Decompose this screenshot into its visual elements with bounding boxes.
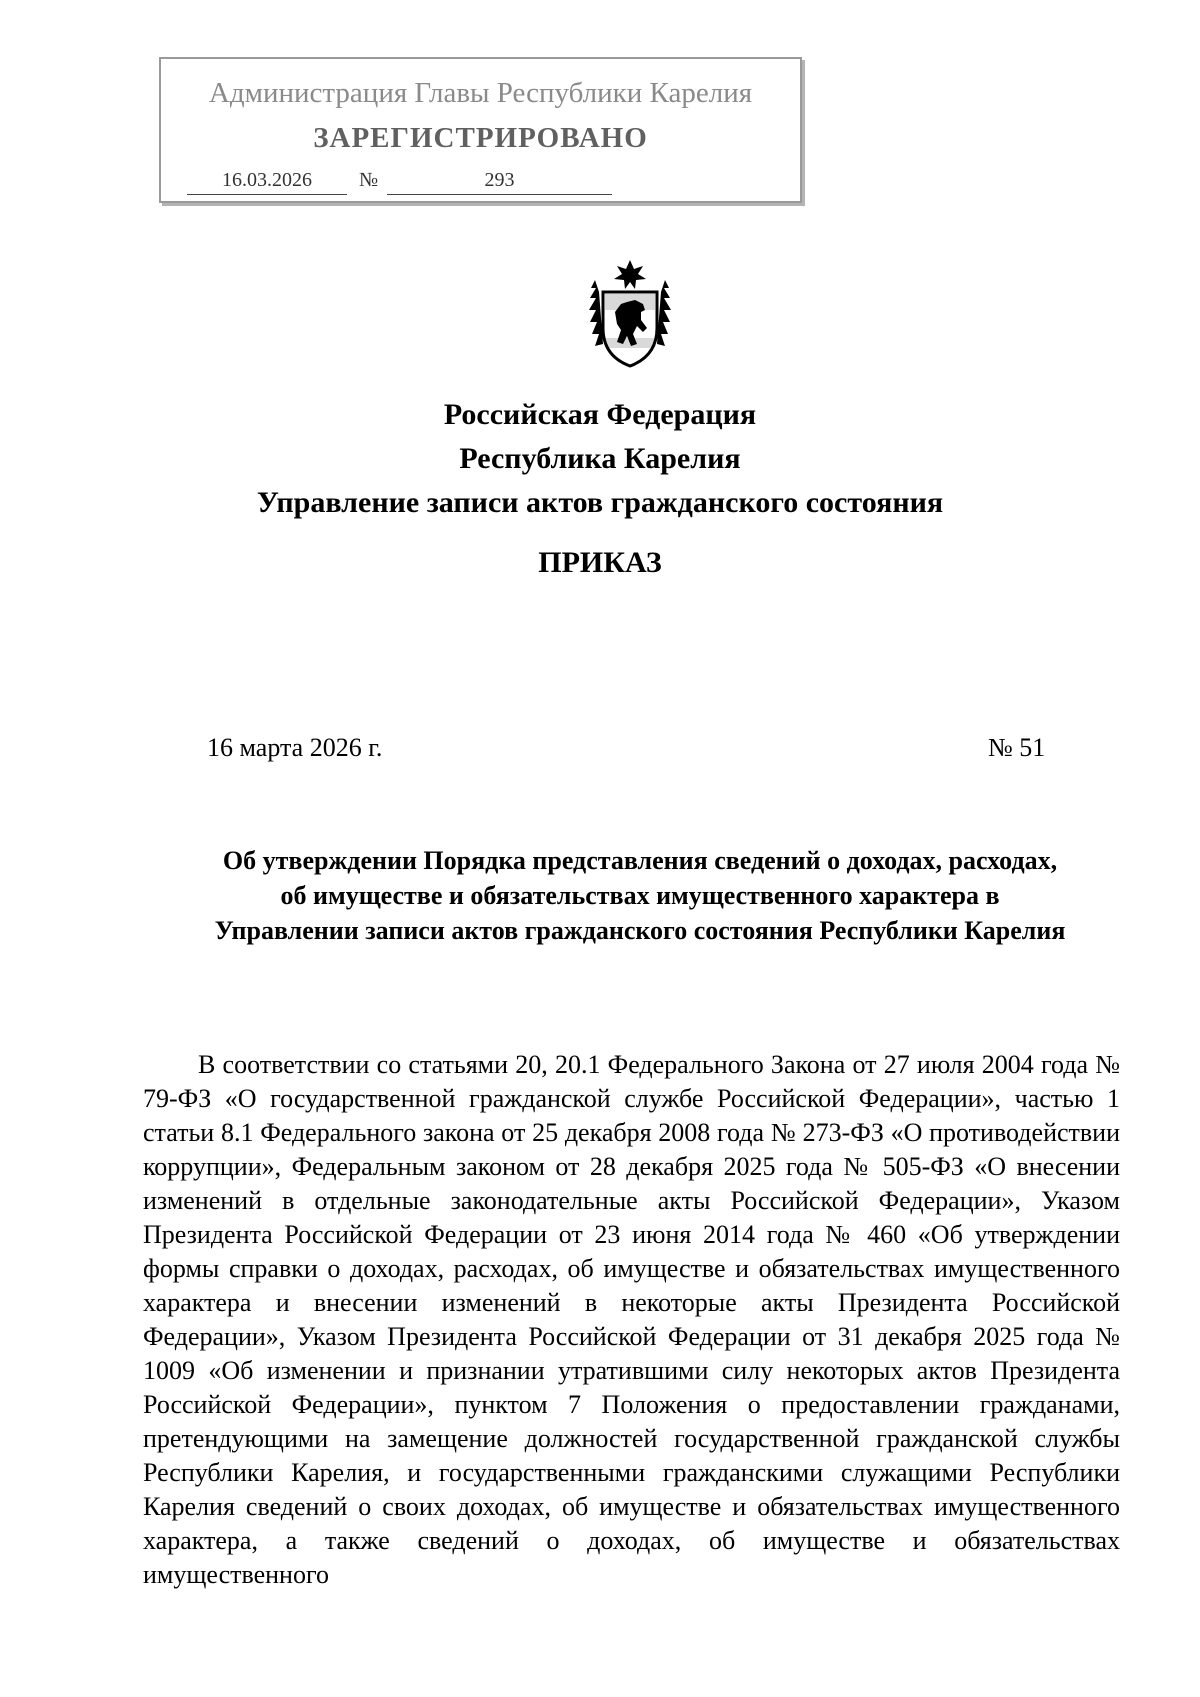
stamp-registered-label: ЗАРЕГИСТРИРОВАНО xyxy=(313,122,648,154)
karelia-coat-of-arms-icon xyxy=(585,258,675,370)
header-agency: Управление записи актов гражданского состояния xyxy=(256,486,944,519)
header-republic: Республика Карелия xyxy=(459,442,741,475)
subject-line-3: Управлении записи актов гражданского состояния Республики Карелия xyxy=(214,916,1066,945)
header-country: Российская Федерация xyxy=(443,398,757,431)
order-number: № 51 xyxy=(988,733,1046,762)
subject-line-1: Об утверждении Порядка представления сведений о доходах, расходах, xyxy=(222,846,1058,875)
stamp-number: 293 xyxy=(387,169,612,195)
stamp-number-label: № xyxy=(359,169,379,191)
order-subject xyxy=(150,843,1130,948)
registration-stamp xyxy=(159,57,802,203)
subject-line-2: об имуществе и обязательствах имущественного характера в xyxy=(280,881,1000,910)
body-paragraph: В соответствии со статьями 20, 20.1 Федерального Закона от 27 июля 2004 года № 79-ФЗ «О государственной гражданской службе Российской Федерации», частью 1 статьи 8.1 Федерального закона от 25 декабря 2008 года № 273-ФЗ «О противодействии коррупции», Федеральным законом от 28 декабря 2025 года № 505-ФЗ «О внесении изменений в отдельные законодательные акты Российской Федерации», Указом Президента Российской Федерации от 23 июня 2014 года № 460 «Об утверждении формы справки о доходах, расходах, об имуществе и обязательствах имущественного характера и внесении изменений в некоторые акты Президента Российской Федерации», Указом Президента Российской Федерации от 31 декабря 2025 года № 1009 «Об изменении и признании утратившими силу некоторых актов Президента Российской Федерации», пунктом 7 Положения о предоставлении гражданами, претендующими на замещение должностей государственной гражданской службы Республики Карелия, и государственными гражданскими служащими Республики Карелия сведений о своих доходах, об имуществе и обязательствах имущественного характера, а также сведений о доходах, об имуществе и обязательствах имущественного xyxy=(143,1050,1120,1589)
order-date: 16 марта 2026 г. xyxy=(207,733,383,762)
order-title: ПРИКАЗ xyxy=(538,546,662,579)
stamp-authority: Администрация Главы Республики Карелия xyxy=(208,77,753,109)
stamp-date: 16.03.2026 xyxy=(187,169,347,195)
